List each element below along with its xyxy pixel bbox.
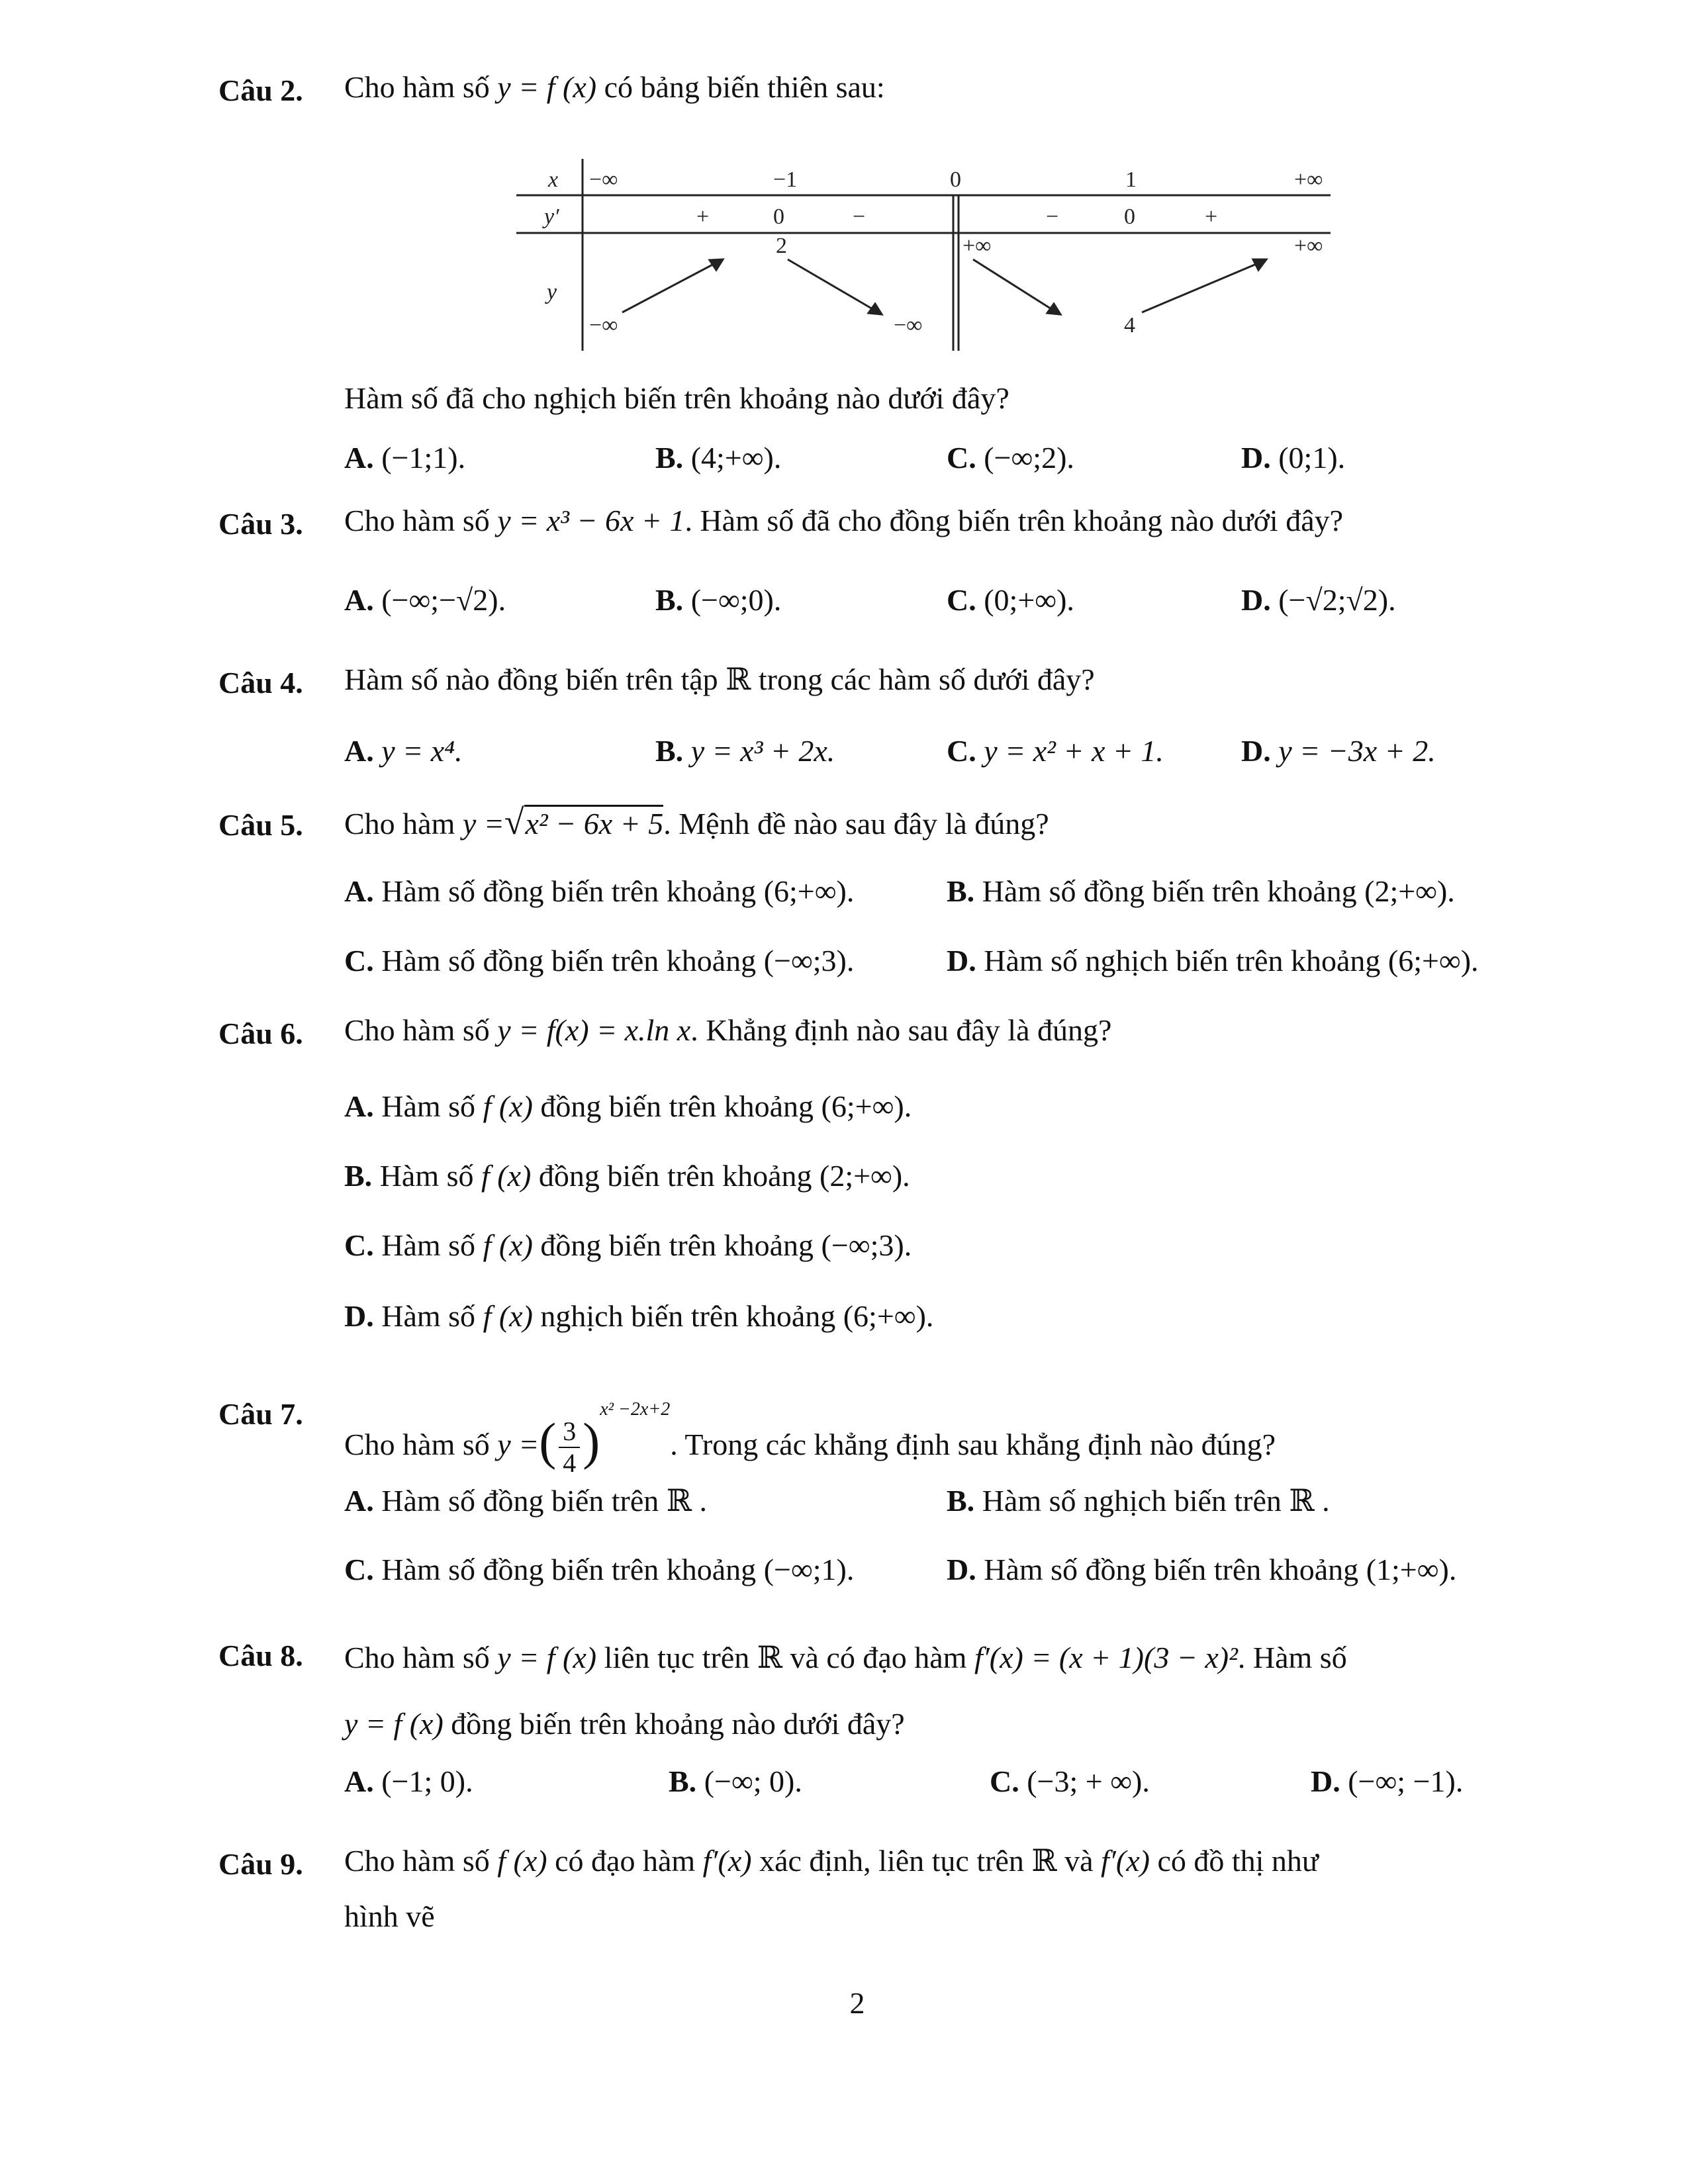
- derivative-expression: f′(x) = (x + 1)(3 − x)²: [974, 1641, 1238, 1674]
- function-expression: y = f (x): [497, 70, 597, 104]
- question-stem: Hàm số nào đồng biến trên tập ℝ trong các hàm số dưới đây?: [344, 662, 1095, 696]
- y-value: +∞: [1294, 234, 1323, 258]
- row-label-x: x: [548, 167, 559, 192]
- real-set-symbol: ℝ: [1031, 1844, 1057, 1878]
- option-c[interactable]: C. (−3; + ∞).: [990, 1764, 1150, 1798]
- x-value: −1: [773, 167, 798, 192]
- y-value: −∞: [894, 313, 923, 338]
- question-label: Câu 9.: [218, 1847, 303, 1881]
- arrow-head: [710, 259, 723, 270]
- option-a[interactable]: A. (−1;1).: [344, 441, 466, 475]
- y-value: +∞: [962, 234, 992, 258]
- option-b[interactable]: B. Hàm số nghịch biến trên ℝ .: [947, 1484, 1330, 1518]
- question-label: Câu 4.: [218, 666, 303, 700]
- question-stem: Cho hàm số y = f (x) liên tục trên ℝ và có đạo hàm f′(x) = (x + 1)(3 − x)². Hàm số y = f (x) đồng biến trên khoảng nào dưới đây?: [344, 1641, 1347, 1741]
- row-label-y: y: [547, 280, 557, 304]
- question-stem: Cho hàm y =√x² − 6x + 5. Mệnh đề nào sau đây là đúng?: [344, 802, 1049, 842]
- row-label-yprime: y′: [544, 205, 559, 229]
- option-c[interactable]: C. y = x² + x + 1.: [947, 734, 1164, 768]
- option-c[interactable]: C. Hàm số đồng biến trên khoảng (−∞;1).: [344, 1553, 855, 1586]
- question-label: Câu 2.: [218, 73, 303, 107]
- option-a[interactable]: A. Hàm số đồng biến trên khoảng (6;+∞).: [344, 874, 855, 908]
- y-value-min: 4: [1124, 313, 1135, 338]
- option-c[interactable]: C. (0;+∞).: [947, 583, 1074, 617]
- question-stem: Cho hàm số y = f (x) có bảng biến thiên sau:: [344, 70, 885, 104]
- option-b[interactable]: B. y = x³ + 2x.: [655, 734, 835, 768]
- radicand: x² − 6x + 5: [524, 805, 664, 841]
- question-stem: Cho hàm số y = f(x) = x.ln x. Khẳng định nào sau đây là đúng?: [344, 1013, 1112, 1047]
- x-value: 1: [1125, 167, 1137, 192]
- right-paren: ): [583, 1412, 600, 1470]
- real-set-symbol: ℝ: [757, 1641, 783, 1674]
- option-d[interactable]: D. (0;1).: [1241, 441, 1346, 475]
- question-stem: Cho hàm số y =( $\frac{3}{4}$ )$^{x^2 -2x+2}$. Trong các khẳng định sau khẳng định nào đúng?: [344, 1399, 1276, 1479]
- real-set-symbol: ℝ: [726, 662, 751, 696]
- function-expression: y = f(x) = x.ln x: [497, 1013, 691, 1047]
- x-value: 0: [950, 167, 961, 192]
- option-b[interactable]: B. (−∞;0).: [655, 583, 782, 617]
- question-prompt: Hàm số đã cho nghịch biến trên khoảng nào dưới đây?: [344, 381, 1009, 415]
- question-label: Câu 7.: [218, 1397, 303, 1431]
- option-c[interactable]: C. (−∞;2).: [947, 441, 1074, 475]
- option-a[interactable]: A. y = x⁴.: [344, 734, 463, 768]
- option-b[interactable]: B. (−∞; 0).: [669, 1764, 802, 1798]
- option-b[interactable]: B. Hàm số đồng biến trên khoảng (2;+∞).: [947, 874, 1455, 908]
- option-d[interactable]: D. Hàm số nghịch biến trên khoảng (6;+∞).: [947, 944, 1479, 978]
- yprime-sign: −: [1046, 205, 1059, 229]
- y-value-max: 2: [776, 234, 787, 258]
- option-c[interactable]: C. Hàm số đồng biến trên khoảng (−∞;3).: [344, 944, 855, 978]
- left-paren: (: [539, 1412, 557, 1470]
- decrease-arrow: [788, 259, 874, 310]
- increase-arrow: [1142, 263, 1258, 312]
- option-a[interactable]: A. (−1; 0).: [344, 1764, 473, 1798]
- option-a[interactable]: A. Hàm số f (x) đồng biến trên khoảng (6;+∞).: [344, 1089, 912, 1123]
- option-d[interactable]: D. (−∞; −1).: [1311, 1764, 1464, 1798]
- option-a[interactable]: A. (−∞;−√2).: [344, 583, 506, 617]
- exponent: x² −2x+2: [600, 1399, 671, 1420]
- x-value: +∞: [1294, 167, 1323, 192]
- page-number: 2: [849, 1986, 865, 2020]
- question-stem: Cho hàm số y = x³ − 6x + 1. Hàm số đã cho đồng biến trên khoảng nào dưới đây?: [344, 504, 1344, 537]
- fraction: $\frac{3}{4}$: [559, 1416, 580, 1479]
- arrow-head: [1047, 304, 1060, 314]
- option-b[interactable]: B. Hàm số f (x) đồng biến trên khoảng (2;+∞).: [344, 1159, 910, 1193]
- yprime-sign: −: [853, 205, 866, 229]
- yprime-sign: +: [696, 205, 710, 229]
- question-label: Câu 3.: [218, 507, 303, 541]
- yprime-sign: +: [1205, 205, 1218, 229]
- option-c[interactable]: C. Hàm số f (x) đồng biến trên khoảng (−∞;3).: [344, 1228, 912, 1262]
- decrease-arrow: [973, 259, 1053, 310]
- option-b[interactable]: B. (4;+∞).: [655, 441, 782, 475]
- question-label: Câu 6.: [218, 1017, 303, 1050]
- variation-table: [516, 159, 1337, 351]
- question-label: Câu 8.: [218, 1639, 303, 1672]
- yprime-zero: 0: [1124, 205, 1135, 229]
- option-d[interactable]: D. Hàm số đồng biến trên khoảng (1;+∞).: [947, 1553, 1457, 1586]
- question-label: Câu 5.: [218, 808, 303, 842]
- option-d[interactable]: D. Hàm số f (x) nghịch biến trên khoảng (6;+∞).: [344, 1299, 934, 1333]
- question-stem: Cho hàm số f (x) có đạo hàm f′(x) xác định, liên tục trên ℝ và f′(x) có đồ thị như hình vẽ: [344, 1844, 1319, 1933]
- y-value: −∞: [589, 313, 618, 338]
- option-d[interactable]: D. y = −3x + 2.: [1241, 734, 1436, 768]
- x-value: −∞: [589, 167, 618, 192]
- option-d[interactable]: D. (−√2;√2).: [1241, 583, 1396, 617]
- increase-arrow: [622, 263, 715, 312]
- function-expression: y = x³ − 6x + 1: [497, 504, 685, 537]
- yprime-zero: 0: [773, 205, 784, 229]
- sqrt-symbol: √: [504, 802, 524, 842]
- option-a[interactable]: A. Hàm số đồng biến trên ℝ .: [344, 1484, 707, 1518]
- arrow-head: [868, 304, 882, 314]
- arrow-head: [1253, 259, 1266, 270]
